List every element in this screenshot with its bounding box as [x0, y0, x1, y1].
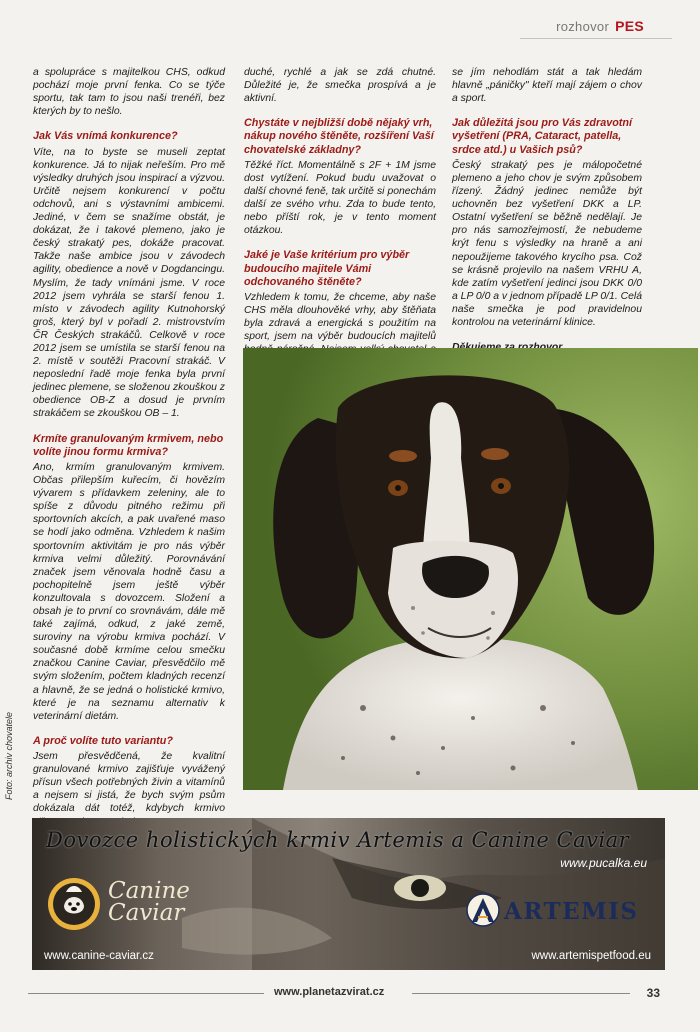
- answer-paragraph: Český strakatý pes je málopočetné plemeno a jeho chov je svým způsobem řízený. Žádný jedinec nemůže být uchovněn bez vyšetření DKK a LP. Ostatní vyšetření se běžně nedělají. Je pro nás samozřejmostí, že nebudeme krýt fenu s výsledky na hraně a ani nepoužijeme takového krycího psa. Což se krásně projevilo na našem VRHU A, kde zatím vyšetření jedinci jsou DKK 0/0 a LP 0/0 a v jednom případě LP 0/1. Celá naše smečka je pod pravidelnou kontrolou na veterinární klinice.: [452, 159, 642, 329]
- canine-caviar-link[interactable]: www.canine-caviar.cz: [44, 950, 154, 962]
- column-1: [33, 66, 225, 829]
- canine-caviar-logo[interactable]: [46, 876, 236, 936]
- photo-credit: Foto: archiv chovatele: [4, 711, 14, 800]
- column-3: [452, 66, 642, 354]
- advertisement-banner[interactable]: [32, 818, 665, 970]
- answer-paragraph: Ano, krmím granulovaným krmivem. Občas přilepším kuřecím, či hovězím vývarem s přídavkem zeleniny, ale to spíše z důvodu pitného režimu při sportovních akcích, a pak uvařené maso se hodí jako odměna. Vzhledem k našim sportovním aktivitám je pro nás výběr krmiva velmi důležitý. Porovnávání značek jsem věnovala hodně času a pochopitelně jsem ještě výběr konzultovala s dovozcem. Složení a obsah je to první co srovnávám, dále mě také zajímá, odkud, z jaké země, suroviny na výrobu krmiva pochází. V současné době krmíme celou smečku značkou Canine Caviar, přesvědčilo mě svým složením, počtem kladných recenzí a hlavně, že se jedná o holistické krmivo, které je na seznamu alternativ k veterinární dietám.: [33, 461, 225, 722]
- question-heading: Krmíte granulovaným krmivem, nebo volíte jinou formu krmiva?: [33, 432, 224, 458]
- canine-caviar-line1: Canine: [108, 878, 190, 904]
- column-2: [244, 66, 436, 370]
- artemis-wordmark: ARTEMIS: [504, 898, 639, 925]
- question-heading: A proč volíte tuto variantu?: [33, 734, 173, 747]
- question-heading: Chystáte v nejbližší době nějaký vrh, nákup nového štěněte, rozšíření Vaší chovatelské základny?: [244, 117, 434, 156]
- paragraph: se jím nehodlám stát a tak hledám hlavně „páničky" kteří mají zájem o chov a sport.: [452, 67, 642, 105]
- banner-title: Dovozce holistických krmiv Artemis a Canine Caviar: [46, 828, 630, 852]
- question-heading: Jak Vás vnímá konkurence?: [33, 130, 178, 143]
- footer-rule-right: [412, 993, 630, 994]
- canine-caviar-wordmark: [108, 880, 190, 924]
- artemis-emblem-icon: [466, 893, 500, 927]
- section-label: rozhovor: [556, 19, 610, 34]
- footer-website-link[interactable]: www.planetazvirat.cz: [268, 986, 390, 998]
- dog-illustration: [243, 348, 698, 790]
- answer-paragraph: Víte, na to byste se museli zeptat konkurence. Já to nijak neřeším. Pro mě výsledky druhých jsou inspirací a výzvou. Určitě nejsem konkurencí v počtu odchovů, ani s výstavními ambicemi. Jediné, v čem se snažíme obstát, je dokázat, že i takové plemeno, jako je český strakatý pes, dokáže pracovat. Takže naše ambice jsou v závodech agility, obedience a nově v Dogdancingu. Myslím, že tady vnímáni jsme. V roce 2012 jsem vyhrála se starší fenou 1. místo v závodech agility Kutnohorský groš, který byl v pořadí 2. mistrovstvím ČR Českých strakáčů. Celkově v roce 2012 jsem se umístila se starší fenou na 2. místě v soutěži Pracovní strakáč. V neposlední řadě moje fenka byla první jedinec plemene, se složenou zkouškou z obedience OB-Z a dosud je prvním strakáčem se zkouškou OB – 1.: [33, 146, 225, 420]
- answer-paragraph: Jsem přesvědčená, že kvalitní granulované krmivo zajišťuje vyvážený přísun všech potřebných živin a vitamínů a nejsem si jistá, že bych svým psům dokázala dát totéž, kdybych krmivo: [33, 751, 225, 815]
- paragraph: duché, rychlé a jak se zdá chutné. Důležité je, že smečka prospívá a je aktivní.: [244, 67, 436, 105]
- answer-paragraph: Těžké říct. Momentálně s 2F + 1M jsme dost vytížení. Pokud budu uvažovat o další chovné feně, tak určitě si ponechám další ze svého vrhu. Zda to bude tento, nebo příští rok, je v tento moment otázkou.: [244, 159, 436, 237]
- question-heading: Jaké je Vaše kritérium pro výběr budoucího majitele Vámi odchovaného štěněte?: [244, 249, 410, 288]
- pucalka-link[interactable]: www.pucalka.eu: [560, 856, 647, 870]
- footer-rule-left: [28, 993, 264, 994]
- page-header: [556, 18, 644, 34]
- answer-paragraph: Vzhledem k tomu, že chceme, aby naše CHS měla dlouhověké vrhy, aby štěňata byla zdravá a energická s použitím na sport, jsem na výběr budoucích majitelů: [244, 292, 436, 343]
- dog-chef-icon: [46, 876, 102, 932]
- page-number: 33: [646, 986, 660, 1000]
- canine-caviar-line2: Caviar: [108, 900, 185, 926]
- dog-photo: [243, 348, 698, 790]
- question-heading: Jak důležitá jsou pro Vás zdravotní vyšetření (PRA, Cataract, patella, srdce atd.) u Vašich psů?: [452, 117, 632, 156]
- artemis-link[interactable]: www.artemispetfood.eu: [531, 950, 651, 962]
- magazine-name: PES: [615, 18, 644, 34]
- header-rule: [520, 38, 672, 39]
- paragraph: a spolupráce s majitelkou CHS, odkud pochází moje první fenka. Co se týče sportu, tak tam to jsou naši trenéři, bez kterých by to nešlo.: [33, 67, 225, 118]
